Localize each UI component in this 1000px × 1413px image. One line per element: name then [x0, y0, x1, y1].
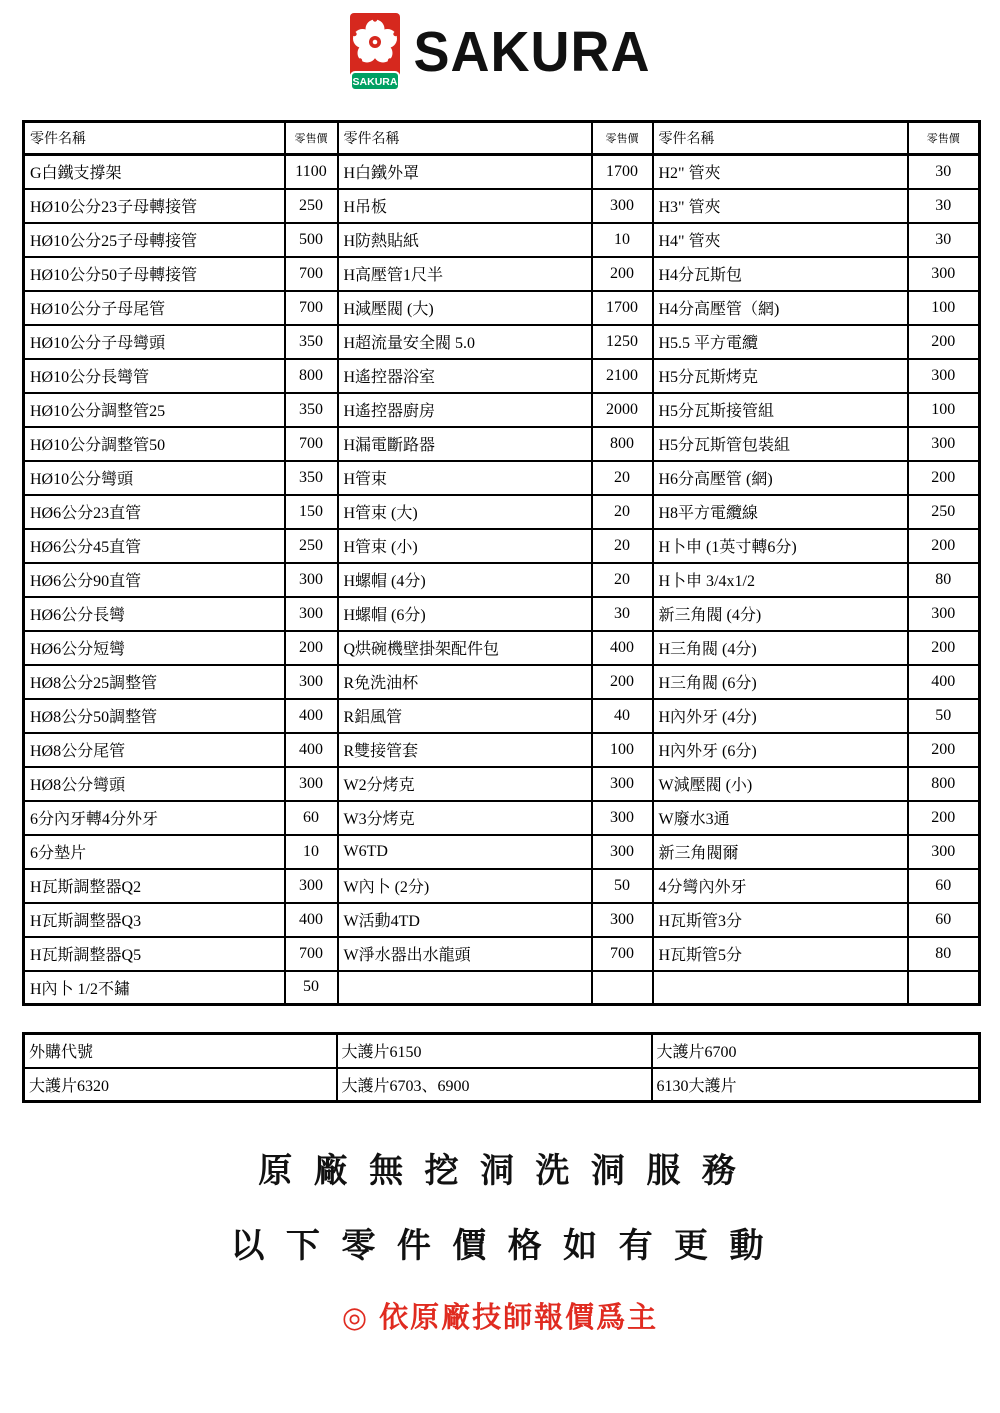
part-price-cell: 20 — [592, 495, 653, 529]
part-price-cell: 300 — [285, 665, 338, 699]
part-price-cell: 300 — [285, 767, 338, 801]
part-name-cell: HØ8公分彎頭 — [24, 767, 285, 801]
part-price-cell: 30 — [908, 189, 980, 223]
part-price-cell — [908, 971, 980, 1005]
part-price-cell: 400 — [908, 665, 980, 699]
part-name-cell: W淨水器出水龍頭 — [338, 937, 592, 971]
parts-table-header-row — [24, 122, 980, 155]
part-price-cell: 250 — [908, 495, 980, 529]
retail-price-header: 零售價 — [285, 122, 338, 155]
part-name-cell: H遙控器浴室 — [338, 359, 592, 393]
part-price-cell: 300 — [908, 427, 980, 461]
part-name-cell: HØ10公分子母尾管 — [24, 291, 285, 325]
part-name-header: 零件名稱 — [338, 122, 592, 155]
parts-table-row — [24, 461, 980, 495]
part-name-cell: HØ6公分90直管 — [24, 563, 285, 597]
part-price-cell: 300 — [592, 767, 653, 801]
parts-table-row — [24, 393, 980, 427]
part-price-cell: 400 — [285, 903, 338, 937]
notice-line-1: 原 廠 無 挖 洞 洗 洞 服 務 — [258, 1152, 742, 1190]
part-name-header: 零件名稱 — [653, 122, 908, 155]
part-name-cell: H瓦斯調整器Q3 — [24, 903, 285, 937]
parts-table-row — [24, 529, 980, 563]
part-price-cell: 1700 — [592, 291, 653, 325]
part-price-cell: 700 — [285, 427, 338, 461]
part-price-cell: 300 — [908, 257, 980, 291]
parts-table-body — [24, 155, 980, 1005]
parts-table-row — [24, 733, 980, 767]
part-price-cell: 60 — [908, 869, 980, 903]
part-name-cell: H5分瓦斯接管組 — [653, 393, 908, 427]
parts-table-row — [24, 631, 980, 665]
part-name-cell: H內外牙 (4分) — [653, 699, 908, 733]
parts-table-row — [24, 291, 980, 325]
part-price-cell: 250 — [285, 529, 338, 563]
part-name-cell: HØ10公分長彎管 — [24, 359, 285, 393]
codes-table-body — [24, 1034, 980, 1102]
parts-table-row — [24, 563, 980, 597]
parts-table-row — [24, 937, 980, 971]
part-price-cell: 300 — [592, 801, 653, 835]
part-name-cell: H減壓閥 (大) — [338, 291, 592, 325]
part-name-cell: HØ10公分23子母轉接管 — [24, 189, 285, 223]
part-price-cell: 500 — [285, 223, 338, 257]
part-price-cell: 400 — [592, 631, 653, 665]
part-name-cell: HØ6公分45直管 — [24, 529, 285, 563]
retail-price-header: 零售價 — [908, 122, 980, 155]
part-price-cell: 300 — [908, 597, 980, 631]
part-name-cell: H超流量安全閥 5.0 — [338, 325, 592, 359]
parts-table-row — [24, 189, 980, 223]
part-name-cell: H瓦斯管5分 — [653, 937, 908, 971]
part-price-cell: 80 — [908, 563, 980, 597]
parts-table-row — [24, 223, 980, 257]
codes-table-row — [24, 1068, 980, 1102]
part-price-cell: 800 — [592, 427, 653, 461]
part-price-cell: 2000 — [592, 393, 653, 427]
part-name-cell: H管束 (大) — [338, 495, 592, 529]
part-name-cell: HØ10公分25子母轉接管 — [24, 223, 285, 257]
parts-table-row — [24, 427, 980, 461]
part-name-cell: H卜申 3/4x1/2 — [653, 563, 908, 597]
part-price-cell: 100 — [908, 291, 980, 325]
part-name-cell: 新三角閥 (4分) — [653, 597, 908, 631]
part-price-cell: 400 — [285, 733, 338, 767]
part-price-cell: 30 — [592, 597, 653, 631]
notice-line-3: ◎ 依原廠技師報價爲主 — [341, 1302, 659, 1334]
brand-wordmark: SAKURA — [413, 20, 651, 84]
parts-table-row — [24, 359, 980, 393]
parts-table-row — [24, 155, 980, 189]
part-name-cell: H5分瓦斯管包裝組 — [653, 427, 908, 461]
code-cell: 大護片6320 — [24, 1068, 337, 1102]
part-name-cell: H內卜 1/2不鏽 — [24, 971, 285, 1005]
part-price-cell: 1700 — [592, 155, 653, 189]
part-price-cell: 200 — [908, 631, 980, 665]
part-price-cell: 60 — [908, 903, 980, 937]
parts-table-row — [24, 903, 980, 937]
part-name-cell: R免洗油杯 — [338, 665, 592, 699]
part-name-cell: H瓦斯管3分 — [653, 903, 908, 937]
part-price-cell: 400 — [285, 699, 338, 733]
part-price-cell: 700 — [285, 291, 338, 325]
part-price-cell: 300 — [592, 189, 653, 223]
part-name-cell: W內卜 (2分) — [338, 869, 592, 903]
part-price-cell: 300 — [592, 903, 653, 937]
part-name-cell: HØ10公分調整管50 — [24, 427, 285, 461]
part-name-cell: R鋁風管 — [338, 699, 592, 733]
part-price-cell: 20 — [592, 461, 653, 495]
part-price-cell — [592, 971, 653, 1005]
part-price-cell: 2100 — [592, 359, 653, 393]
part-name-cell: W6TD — [338, 835, 592, 869]
part-price-cell: 800 — [285, 359, 338, 393]
part-price-cell: 20 — [592, 563, 653, 597]
part-name-cell: H三角閥 (6分) — [653, 665, 908, 699]
part-name-cell: HØ6公分23直管 — [24, 495, 285, 529]
part-name-cell: HØ10公分彎頭 — [24, 461, 285, 495]
part-price-cell: 300 — [908, 359, 980, 393]
part-name-cell: H4分瓦斯包 — [653, 257, 908, 291]
code-cell: 外購代號 — [24, 1034, 337, 1068]
part-name-cell: 6分墊片 — [24, 835, 285, 869]
part-name-cell: W廢水3通 — [653, 801, 908, 835]
part-price-cell: 50 — [285, 971, 338, 1005]
part-price-cell: 350 — [285, 393, 338, 427]
notice-line-2: 以 下 零 件 價 格 如 有 更 動 — [230, 1227, 770, 1265]
part-price-cell: 300 — [285, 597, 338, 631]
code-cell: 大護片6700 — [652, 1034, 980, 1068]
retail-price-header: 零售價 — [592, 122, 653, 155]
part-name-cell: H管束 — [338, 461, 592, 495]
part-name-cell: H6分高壓管 (網) — [653, 461, 908, 495]
part-name-cell — [338, 971, 592, 1005]
part-price-cell: 60 — [285, 801, 338, 835]
part-price-cell: 50 — [908, 699, 980, 733]
part-name-cell: HØ10公分子母彎頭 — [24, 325, 285, 359]
part-name-cell: H4分高壓管（網) — [653, 291, 908, 325]
part-name-cell: H白鐵外罩 — [338, 155, 592, 189]
part-name-cell: HØ8公分尾管 — [24, 733, 285, 767]
part-price-cell: 1250 — [592, 325, 653, 359]
part-price-cell: 300 — [908, 835, 980, 869]
parts-table-row — [24, 767, 980, 801]
part-name-cell: Q烘碗機壁掛架配件包 — [338, 631, 592, 665]
part-name-cell: HØ10公分調整管25 — [24, 393, 285, 427]
parts-table-row — [24, 869, 980, 903]
part-name-cell: H漏電斷路器 — [338, 427, 592, 461]
parts-table-row — [24, 971, 980, 1005]
part-price-cell: 200 — [285, 631, 338, 665]
part-price-cell: 1100 — [285, 155, 338, 189]
part-name-cell: H2" 管夾 — [653, 155, 908, 189]
part-name-cell: HØ8公分50調整管 — [24, 699, 285, 733]
part-price-cell: 10 — [285, 835, 338, 869]
part-price-cell: 700 — [285, 257, 338, 291]
part-name-cell: HØ8公分25調整管 — [24, 665, 285, 699]
part-price-cell: 100 — [592, 733, 653, 767]
part-name-cell: 新三角閥爾 — [653, 835, 908, 869]
part-price-cell: 300 — [285, 563, 338, 597]
code-cell: 大護片6703、6900 — [337, 1068, 652, 1102]
part-name-cell: HØ6公分長彎 — [24, 597, 285, 631]
parts-price-table — [22, 120, 981, 1006]
part-name-cell: H內外牙 (6分) — [653, 733, 908, 767]
purchase-codes-table — [22, 1032, 981, 1103]
part-name-cell: HØ6公分短彎 — [24, 631, 285, 665]
part-name-cell: HØ10公分50子母轉接管 — [24, 257, 285, 291]
part-price-cell: 30 — [908, 223, 980, 257]
part-price-cell: 20 — [592, 529, 653, 563]
part-price-cell: 300 — [285, 869, 338, 903]
part-price-cell: 200 — [908, 529, 980, 563]
parts-table-row — [24, 597, 980, 631]
part-price-cell: 30 — [908, 155, 980, 189]
parts-table-row — [24, 325, 980, 359]
part-price-cell: 350 — [285, 325, 338, 359]
sakura-logo-icon — [349, 12, 401, 92]
code-cell: 6130大護片 — [652, 1068, 980, 1102]
code-cell: 大護片6150 — [337, 1034, 652, 1068]
part-name-cell: 6分內牙轉4分外牙 — [24, 801, 285, 835]
parts-table-row — [24, 257, 980, 291]
brand-header — [0, 0, 1000, 92]
part-name-cell: H3" 管夾 — [653, 189, 908, 223]
part-name-cell: W2分烤克 — [338, 767, 592, 801]
part-price-cell: 200 — [908, 801, 980, 835]
part-price-cell: 700 — [592, 937, 653, 971]
logo-badge-text: SAKURA — [353, 76, 398, 88]
part-price-cell: 200 — [592, 257, 653, 291]
parts-table-row — [24, 495, 980, 529]
part-name-cell: H三角閥 (4分) — [653, 631, 908, 665]
part-name-cell: W3分烤克 — [338, 801, 592, 835]
part-price-cell: 50 — [592, 869, 653, 903]
part-name-cell: W減壓閥 (小) — [653, 767, 908, 801]
part-price-cell: 800 — [908, 767, 980, 801]
part-name-header: 零件名稱 — [24, 122, 285, 155]
part-price-cell: 250 — [285, 189, 338, 223]
part-price-cell: 80 — [908, 937, 980, 971]
part-name-cell: H管束 (小) — [338, 529, 592, 563]
part-price-cell: 200 — [908, 461, 980, 495]
part-price-cell: 700 — [285, 937, 338, 971]
part-name-cell: H遙控器廚房 — [338, 393, 592, 427]
part-name-cell: H5.5 平方電纜 — [653, 325, 908, 359]
part-name-cell: W活動4TD — [338, 903, 592, 937]
part-price-cell: 150 — [285, 495, 338, 529]
part-price-cell: 10 — [592, 223, 653, 257]
part-price-cell: 40 — [592, 699, 653, 733]
part-name-cell: 4分彎內外牙 — [653, 869, 908, 903]
part-name-cell: H瓦斯調整器Q5 — [24, 937, 285, 971]
part-name-cell: H4" 管夾 — [653, 223, 908, 257]
part-price-cell: 100 — [908, 393, 980, 427]
parts-table-row — [24, 801, 980, 835]
part-price-cell: 200 — [592, 665, 653, 699]
part-price-cell: 350 — [285, 461, 338, 495]
part-name-cell: H卜申 (1英寸轉6分) — [653, 529, 908, 563]
part-name-cell — [653, 971, 908, 1005]
parts-table-row — [24, 665, 980, 699]
part-name-cell: H高壓管1尺半 — [338, 257, 592, 291]
part-name-cell: G白鐵支撐架 — [24, 155, 285, 189]
part-name-cell: H吊板 — [338, 189, 592, 223]
part-name-cell: H螺帽 (6分) — [338, 597, 592, 631]
part-price-cell: 300 — [592, 835, 653, 869]
codes-table-row — [24, 1034, 980, 1068]
part-name-cell: H瓦斯調整器Q2 — [24, 869, 285, 903]
part-price-cell: 200 — [908, 325, 980, 359]
part-name-cell: H螺帽 (4分) — [338, 563, 592, 597]
part-name-cell: H5分瓦斯烤克 — [653, 359, 908, 393]
parts-table-row — [24, 699, 980, 733]
part-name-cell: H8平方電纜線 — [653, 495, 908, 529]
part-name-cell: H防熱貼紙 — [338, 223, 592, 257]
part-name-cell: R雙接管套 — [338, 733, 592, 767]
parts-table-row — [24, 835, 980, 869]
part-price-cell: 200 — [908, 733, 980, 767]
